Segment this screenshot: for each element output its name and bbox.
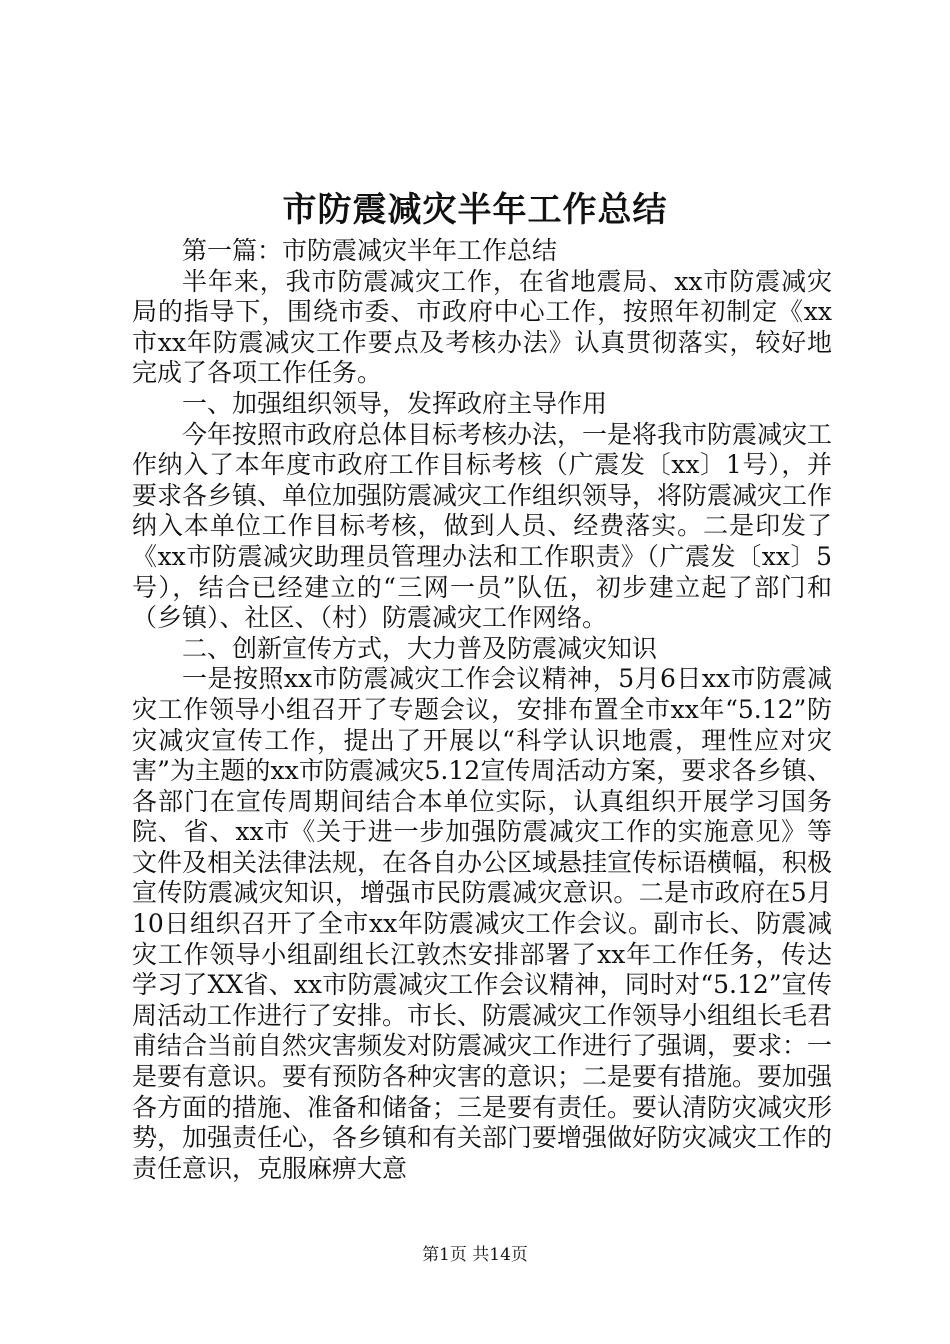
section-heading-one: 一、加强组织领导，发挥政府主导作用 <box>182 388 608 418</box>
section-one-paragraph: 今年按照市政府总体目标考核办法，一是将我市防震减灾工作纳入了本年度市政府工作目标考核（广震发〔xx〕1号），并要求各乡镇、单位加强防震减灾工作组织领导，将防震减灾工作纳入本单位工作目标考核，做到人员、经费落实。二是印发了《xx市防震减灾助理员管理办法和工作职责》（广震发〔xx〕5号），结合已经建立的“三网一员”队伍，初步建立起了部门和（乡镇）、社区、（村）防震减灾工作网络。 <box>132 419 833 633</box>
document-title: 市防震减灾半年工作总结 <box>282 190 668 230</box>
page-number-footer: 第1页 共14页 <box>422 1245 528 1265</box>
section-heading-two: 二、创新宣传方式，大力普及防震减灾知识 <box>182 633 658 663</box>
section-two-paragraph: 一是按照xx市防震减灾工作会议精神，5月6日xx市防震减灾工作领导小组召开了专题会议，安排布置全市xx年“5.12”防灾减灾宣传工作，提出了开展以“科学认识地震，理性应对灾害”为主题的xx市防震减灾5.12宣传周活动方案，要求各乡镇、各部门在宣传周期间结合本单位实际，认真组织开展学习国务院、省、xx市《关于进一步加强防震减灾工作的实施意见》等文件及相关法律法规，在各自办公区域悬挂宣传标语横幅，积极宣传防震减灾知识，增强市民防震减灾意识。二是市政府在5月10日组织召开了全市xx年防震减灾工作会议。副市长、防震减灾工作领导小组副组长江敦杰安排部署了xx年工作任务，传达学习了XX省、xx市防震减灾工作会议精神，同时对“5.12”宣传周活动工作进行了安排。市长、防震减灾工作领导小组组长毛君甫结合当前自然灾害频发对防震减灾工作进行了强调，要求：一是要有意识。要有预防各种灾害的意识；二是要有措施。要加强各方面的措施、准备和储备；三是要有责任。要认清防灾减灾形势，加强责任心，各乡镇和有关部门要增强做好防灾减灾工作的责任意识，克服麻痹大意 <box>132 664 833 1183</box>
section-heading-part-one: 第一篇：市防震减灾半年工作总结 <box>182 236 558 265</box>
intro-paragraph: 半年来，我市防震减灾工作，在省地震局、xx市防震减灾局的指导下，围绕市委、市政府中心工作，按照年初制定《xx市xx年防震减灾工作要点及考核办法》认真贯彻落实，较好地完成了各项工作任务。 <box>132 266 832 388</box>
document-body <box>132 236 832 1184</box>
